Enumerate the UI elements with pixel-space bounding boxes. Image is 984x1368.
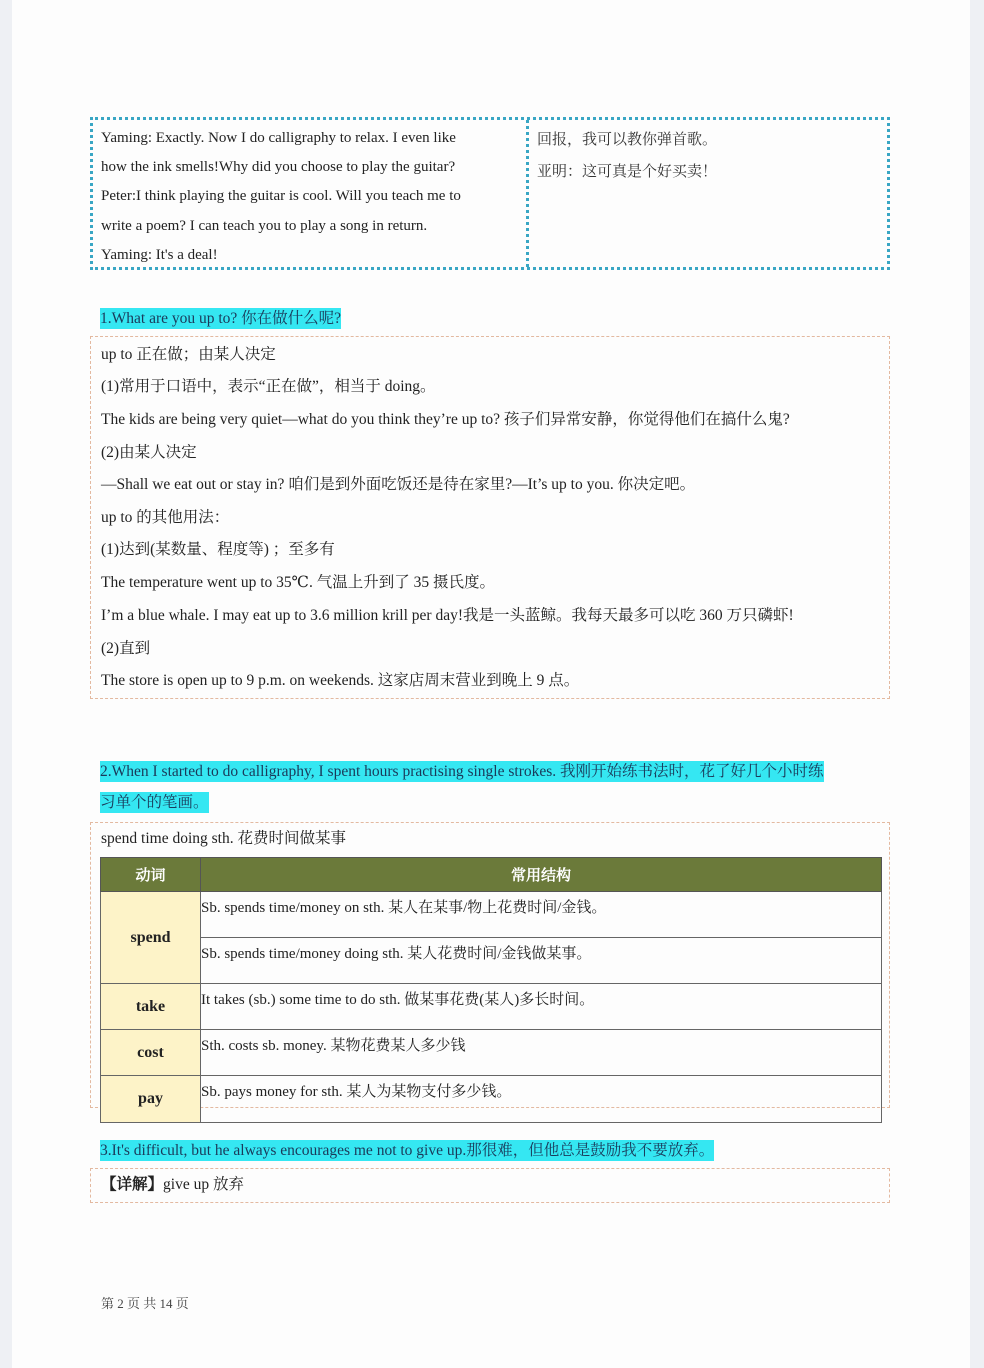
detail-label: 【详解】 — [101, 1176, 164, 1193]
structure-cell: Sth. costs sb. money. 某物花费某人多少钱 — [201, 1030, 882, 1076]
dialogue-line: Peter:I think playing the guitar is cool. Will you teach me to — [101, 188, 461, 205]
dialogue-line-cn: 亚明：这可真是个好买卖！ — [537, 164, 718, 180]
dialogue-line: how the ink smells!Why did you choose to play the guitar? — [101, 159, 456, 176]
section1-line: (1)达到(某数量、程度等) ；至多有 — [101, 541, 335, 558]
section2-intro: spend time doing sth. 花费时间做某事 — [101, 830, 346, 847]
verb-structure-table — [100, 857, 882, 1123]
detail-text: give up 放弃 — [163, 1176, 244, 1193]
section2-heading-wrap2 — [100, 790, 209, 812]
structure-cell: Sb. pays money for sth. 某人为某物支付多少钱。 — [201, 1076, 882, 1123]
table-row — [101, 1076, 882, 1123]
section1-heading: 1.What are you up to? 你在做什么呢? — [100, 310, 342, 327]
section3-heading: 3.It's difficult, but he always encourages me not to give up.那很难，但他总是鼓励我不要放弃。 — [100, 1142, 715, 1159]
dialogue-chinese-cell — [529, 120, 887, 267]
document-page — [12, 0, 970, 1368]
section1-line: up to 的其他用法： — [101, 509, 230, 526]
section1-line: The temperature went up to 35℃. 气温上升到了 35 摄氏度。 — [101, 574, 496, 591]
dialogue-line: write a poem? I can teach you to play a song in return. — [101, 217, 428, 234]
section2-heading-wrap — [100, 759, 824, 781]
table-header-row — [101, 858, 882, 892]
dialogue-line-cn: 回报，我可以教你弹首歌。 — [537, 132, 718, 148]
verb-cell: take — [101, 984, 201, 1030]
verb-cell: cost — [101, 1030, 201, 1076]
section3-heading-wrap — [100, 1138, 714, 1160]
structure-cell: Sb. spends time/money on sth. 某人在某事/物上花费时间/金钱。 — [201, 892, 882, 938]
section1-line: (1)常用于口语中，表示“正在做”，相当于 doing。 — [101, 378, 436, 395]
section1-line: I’m a blue whale. I may eat up to 3.6 million krill per day!我是一头蓝鲸。我每天最多可以吃 360 万只磷虾! — [101, 607, 794, 624]
section1-line: —Shall we eat out or stay in? 咱们是到外面吃饭还是待在家里?—It’s up to you. 你决定吧。 — [101, 476, 696, 493]
section1-heading-wrap — [100, 306, 341, 328]
table-row — [101, 984, 882, 1030]
section3-detail — [101, 1172, 244, 1194]
structure-cell: It takes (sb.) some time to do sth. 做某事花费(某人)多长时间。 — [201, 984, 882, 1030]
section2-heading-line2: 习单个的笔画。 — [100, 794, 209, 811]
dialogue-english-cell — [93, 120, 529, 267]
verb-cell: pay — [101, 1076, 201, 1123]
section2-heading-line1: 2.When I started to do calligraphy, I spent hours practising single strokes. 我刚开始练书法时，花了好几个小时练 — [100, 763, 824, 780]
section1-line: (2)由某人决定 — [101, 444, 197, 461]
dialogue-table — [90, 117, 890, 270]
section1-line: (2)直到 — [101, 640, 151, 657]
col-header-structure: 常用结构 — [201, 858, 882, 892]
dialogue-line: Yaming: Exactly. Now I do calligraphy to relax. I even like — [101, 130, 456, 146]
structure-cell: Sb. spends time/money doing sth. 某人花费时间/金钱做某事。 — [201, 938, 882, 984]
section1-line: The store is open up to 9 p.m. on weekends. 这家店周末营业到晚上 9 点。 — [101, 672, 580, 689]
section1-line: The kids are being very quiet—what do you think they’re up to? 孩子们异常安静，你觉得他们在搞什么鬼? — [101, 411, 790, 428]
col-header-verb: 动词 — [101, 858, 201, 892]
page-number: 第 2 页 共 14 页 — [101, 1296, 189, 1311]
dialogue-line: Yaming: It's a deal! — [101, 246, 218, 263]
table-row — [101, 892, 882, 938]
section1-line: up to 正在做；由某人决定 — [101, 346, 276, 363]
verb-cell: spend — [101, 892, 201, 984]
table-row — [101, 938, 882, 984]
table-row — [101, 1030, 882, 1076]
